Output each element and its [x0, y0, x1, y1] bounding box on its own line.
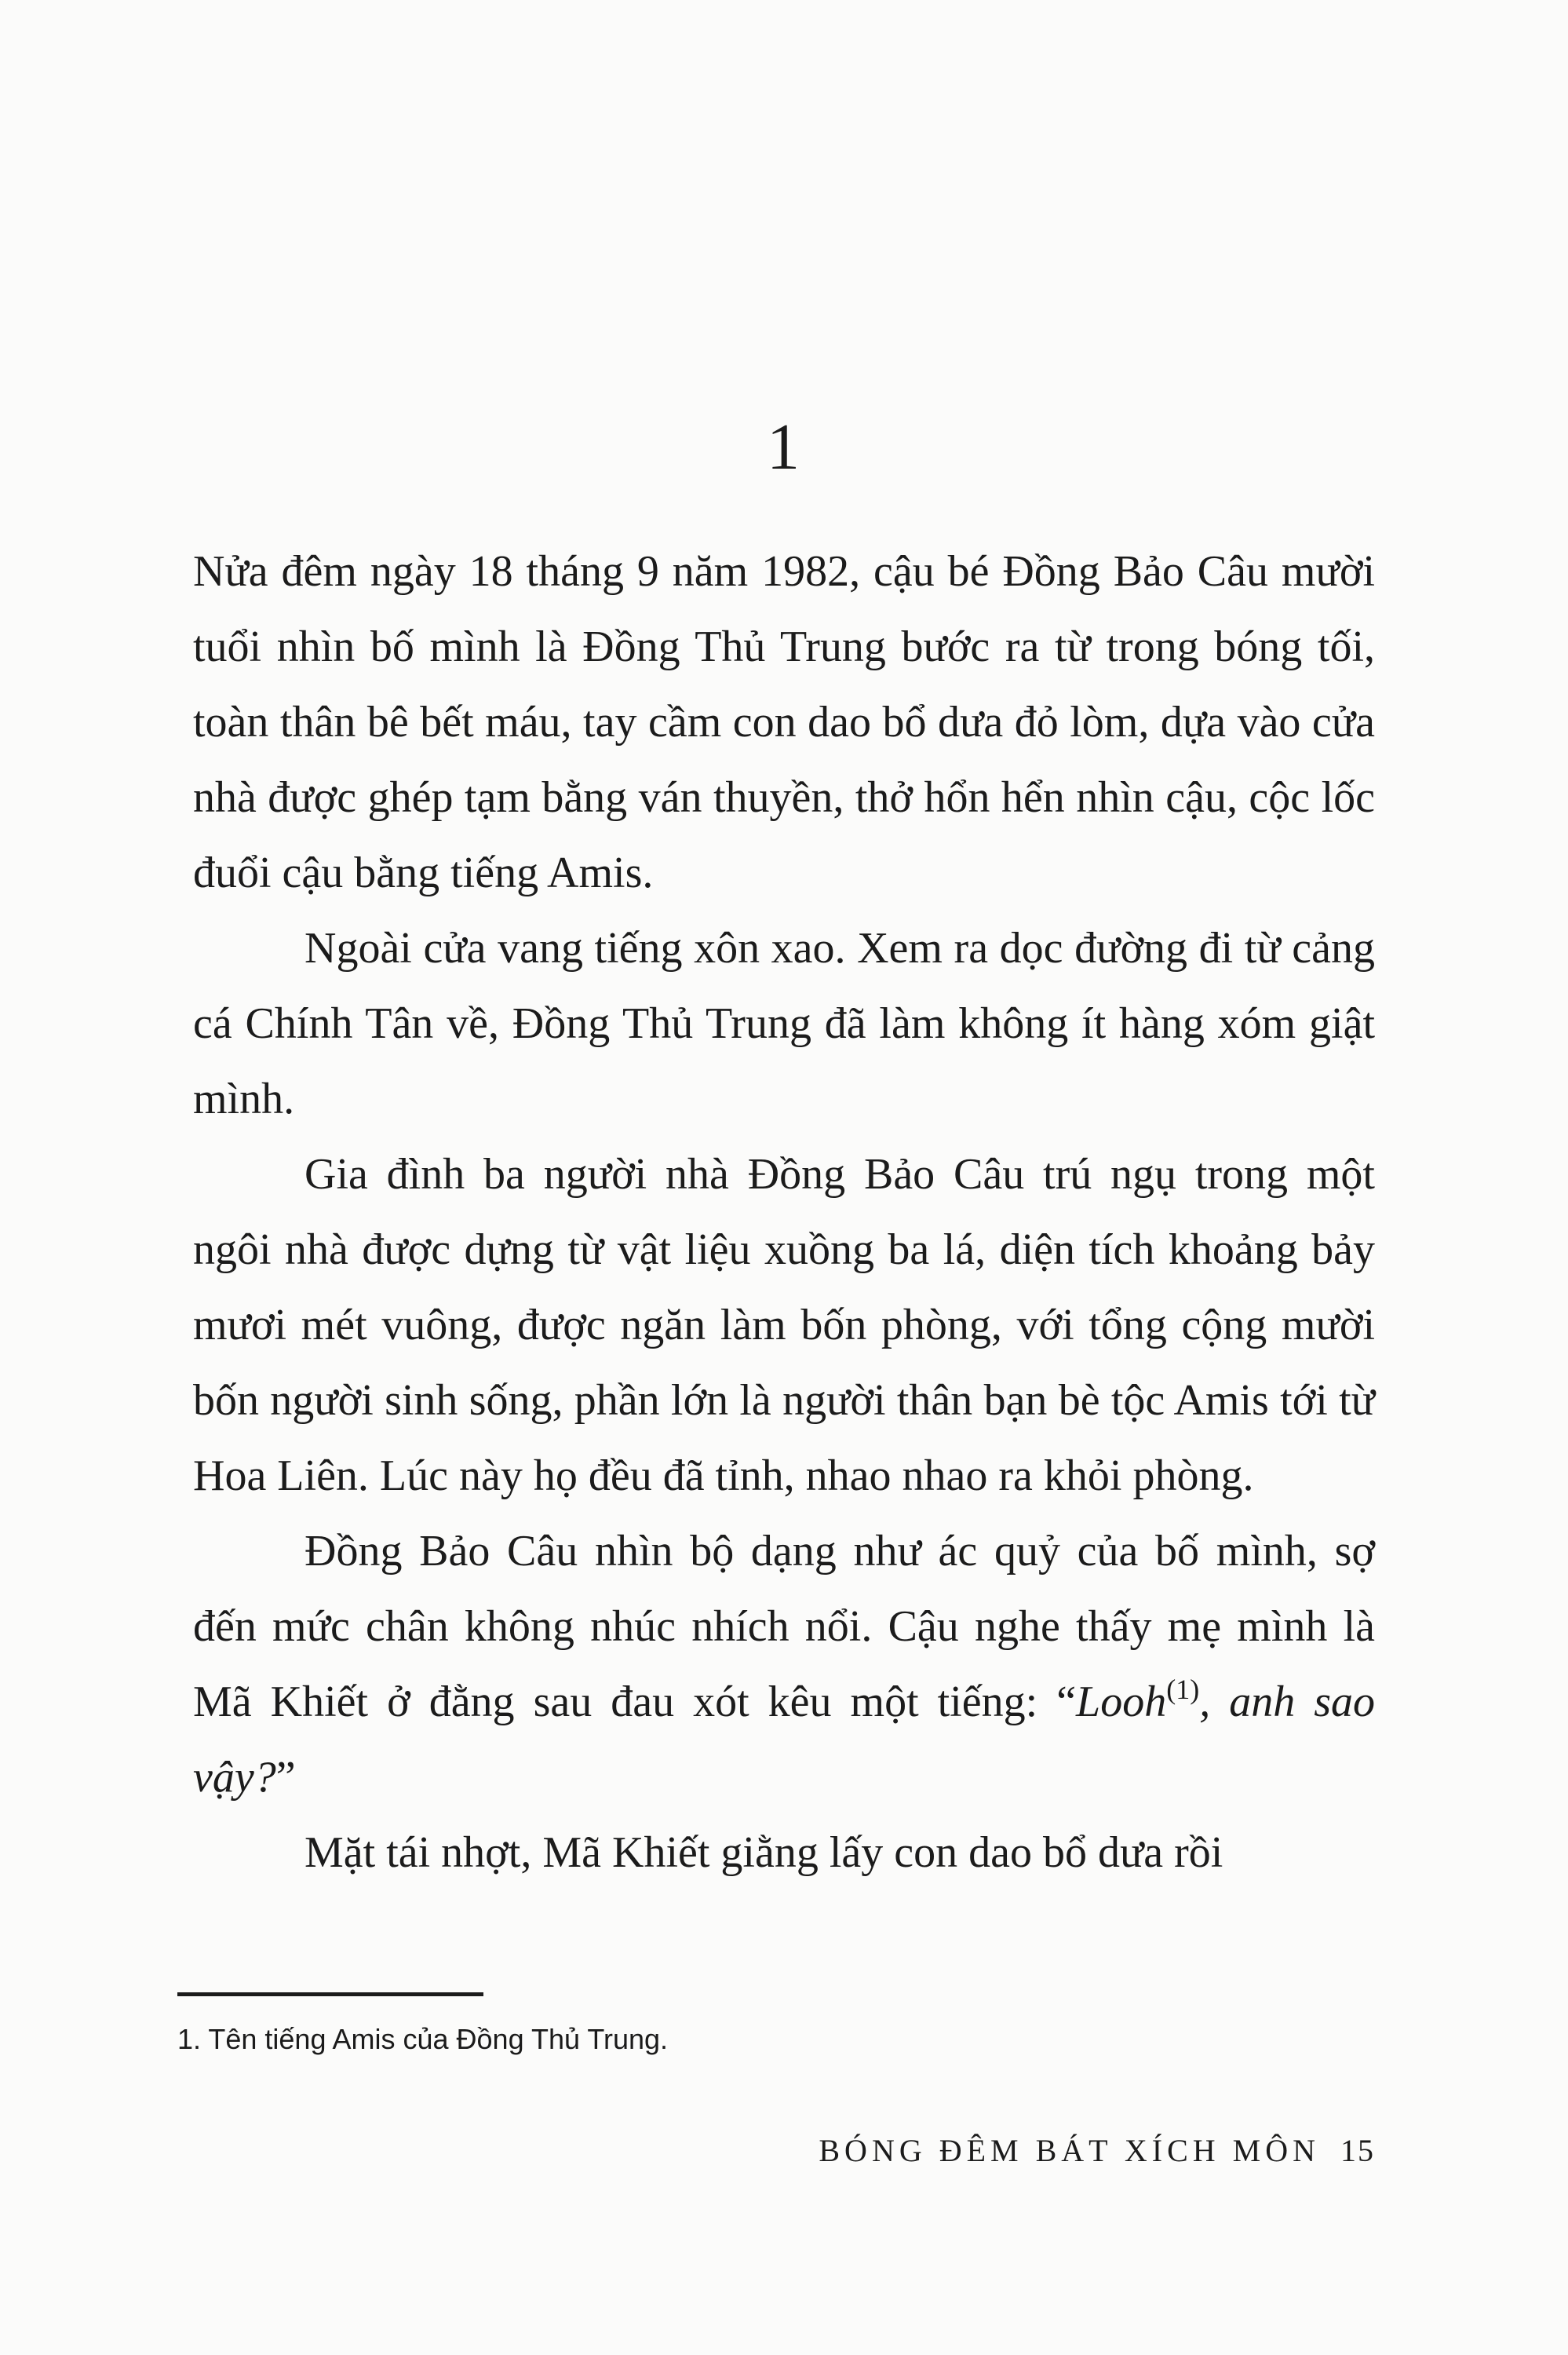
- paragraph-3: Gia đình ba người nhà Đồng Bảo Câu trú ngụ trong một ngôi nhà được dựng từ vật liệu xuồng ba lá, diện tích khoảng bảy mươi mét vuông, được ngăn làm bốn phòng, với tổng cộng mười bốn người sinh sống, phần lớn là người thân bạn bè tộc Amis tới từ Hoa Liên. Lúc này họ đều đã tỉnh, nhao nhao ra khỏi phòng.: [193, 1150, 1375, 1500]
- paragraph-4-quote: , anh sao vậy?: [193, 1678, 1375, 1802]
- paragraph-4-close-quote: ”: [275, 1753, 296, 1802]
- running-footer: [819, 2127, 1375, 2174]
- paragraph-2: Ngoài cửa vang tiếng xôn xao. Xem ra dọc đường đi từ cảng cá Chính Tân về, Đồng Thủ Trung đã làm không ít hàng xóm giật mình.: [193, 924, 1375, 1123]
- footnote-divider: [177, 1992, 483, 1996]
- book-title: BÓNG ĐÊM BÁT XÍCH MÔN: [819, 2133, 1320, 2168]
- page-number: 15: [1340, 2133, 1375, 2168]
- paragraph-4-text: Đồng Bảo Câu nhìn bộ dạng như ác quỷ của bố mình, sợ đến mức chân không nhúc nhích nổi. Cậu nghe thấy mẹ mình là Mã Khiết ở đằng sau đau xót kêu một tiếng: “: [193, 1527, 1375, 1726]
- paragraph-4: [193, 1513, 1375, 1815]
- paragraph-5: Mặt tái nhợt, Mã Khiết giằng lấy con dao bổ dưa rồi: [304, 1828, 1223, 1877]
- paragraph-1: Nửa đêm ngày 18 tháng 9 năm 1982, cậu bé Đồng Bảo Câu mười tuổi nhìn bố mình là Đồng Thủ Trung bước ra từ trong bóng tối, toàn thân bê bết máu, tay cầm con dao bổ dưa đỏ lòm, dựa vào cửa nhà được ghép tạm bằng ván thuyền, thở hổn hển nhìn cậu, cộc lốc đuổi cậu bằng tiếng Amis.: [193, 547, 1375, 897]
- footnote-reference: (1): [1166, 1674, 1200, 1705]
- chapter-number: 1: [767, 411, 801, 484]
- looh-name: Looh: [1076, 1678, 1167, 1726]
- body-text: [193, 534, 1375, 1890]
- footnote: 1. Tên tiếng Amis của Đồng Thủ Trung.: [177, 2023, 669, 2055]
